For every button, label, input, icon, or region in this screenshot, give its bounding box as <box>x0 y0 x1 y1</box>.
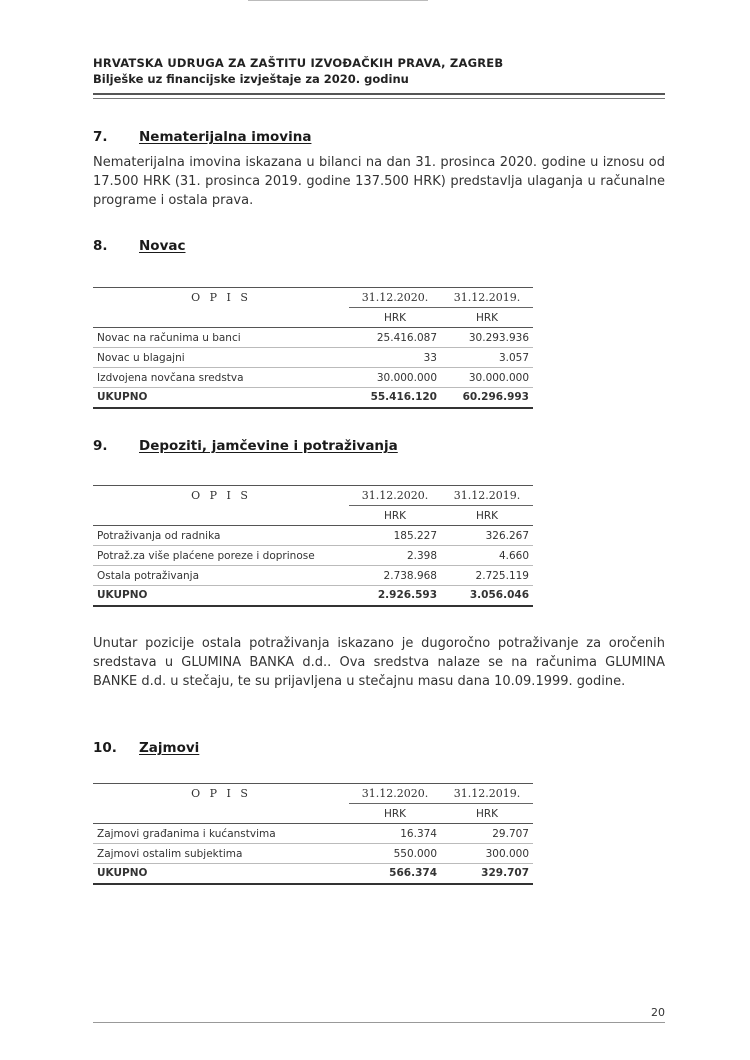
section-10-heading <box>93 740 199 756</box>
table-row <box>93 526 533 546</box>
section-9-number: 9. <box>93 438 108 454</box>
table-row <box>93 368 533 388</box>
table-row <box>93 546 533 566</box>
table-header-row <box>93 288 533 308</box>
table-row <box>93 824 533 844</box>
table-currency-row <box>93 506 533 526</box>
col-2020-header: 31.12.2020. <box>349 288 441 308</box>
section-10-table <box>93 783 533 885</box>
col-2019-header: 31.12.2019. <box>441 486 533 506</box>
value-2020: 16.374 <box>349 824 441 844</box>
table-row <box>93 566 533 586</box>
total-2020: 2.926.593 <box>349 586 441 606</box>
value-2020: 33 <box>349 348 441 368</box>
opis-header: O P I S <box>93 486 349 506</box>
section-8-table <box>93 287 533 409</box>
section-9-title: Depoziti, jamčevine i potraživanja <box>139 438 398 454</box>
col-2019-header: 31.12.2019. <box>441 288 533 308</box>
total-2020: 566.374 <box>349 864 441 884</box>
header-rule <box>93 93 665 95</box>
total-label: UKUPNO <box>93 864 349 884</box>
row-label: Izdvojena novčana sredstva <box>93 368 349 388</box>
document-header <box>93 55 665 87</box>
section-7-title: Nematerijalna imovina <box>139 129 312 145</box>
value-2019: 4.660 <box>441 546 533 566</box>
total-2019: 329.707 <box>441 864 533 884</box>
value-2019: 29.707 <box>441 824 533 844</box>
col-2020-header: 31.12.2020. <box>349 784 441 804</box>
value-2019: 2.725.119 <box>441 566 533 586</box>
section-10-title: Zajmovi <box>139 740 200 756</box>
currency-2020: HRK <box>349 804 441 824</box>
section-8-title: Novac <box>139 238 186 254</box>
section-9-table <box>93 485 533 607</box>
table-row <box>93 844 533 864</box>
table-total-row <box>93 388 533 408</box>
row-label: Zajmovi građanima i kućanstvima <box>93 824 349 844</box>
row-label: Potraživanja od radnika <box>93 526 349 546</box>
currency-2020: HRK <box>349 308 441 328</box>
total-2019: 60.296.993 <box>441 388 533 408</box>
value-2020: 25.416.087 <box>349 328 441 348</box>
total-label: UKUPNO <box>93 586 349 606</box>
section-7-heading <box>93 129 311 145</box>
section-9-paragraph: Unutar pozicije ostala potraživanja iskazano je dugoročno potraživanje za oročenih sredstava u GLUMINA BANKA d.d.. Ova sredstva nalaze se na računima GLUMINA BANKE d.d. u stečaju, te su prijavljena u stečajnu masu dana 10.09.1999. godine. <box>93 636 665 689</box>
section-7-number: 7. <box>93 129 108 145</box>
table-currency-row <box>93 804 533 824</box>
table-total-row <box>93 586 533 606</box>
total-label: UKUPNO <box>93 388 349 408</box>
value-2020: 30.000.000 <box>349 368 441 388</box>
value-2020: 550.000 <box>349 844 441 864</box>
value-2020: 2.398 <box>349 546 441 566</box>
table-header-row <box>93 486 533 506</box>
section-7-paragraph: Nematerijalna imovina iskazana u bilanci na dan 31. prosinca 2020. godine u iznosu od 17.500 HRK (31. prosinca 2019. godine 137.500 HRK) predstavlja ulaganja u računalne programe i ostala prava. <box>93 155 665 208</box>
opis-header: O P I S <box>93 288 349 308</box>
currency-2019: HRK <box>441 804 533 824</box>
organization-name: HRVATSKA UDRUGA ZA ZAŠTITU IZVOĐAČKIH PRAVA, ZAGREB <box>93 56 504 70</box>
value-2020: 2.738.968 <box>349 566 441 586</box>
value-2020: 185.227 <box>349 526 441 546</box>
col-2020-header: 31.12.2020. <box>349 486 441 506</box>
value-2019: 300.000 <box>441 844 533 864</box>
value-2019: 30.000.000 <box>441 368 533 388</box>
col-2019-header: 31.12.2019. <box>441 784 533 804</box>
table-row <box>93 348 533 368</box>
row-label: Ostala potraživanja <box>93 566 349 586</box>
document-subtitle: Bilješke uz financijske izvještaje za 2020. godinu <box>93 72 409 86</box>
table-row <box>93 328 533 348</box>
total-2019: 3.056.046 <box>441 586 533 606</box>
value-2019: 30.293.936 <box>441 328 533 348</box>
section-8-number: 8. <box>93 238 108 254</box>
table-total-row <box>93 864 533 884</box>
currency-2020: HRK <box>349 506 441 526</box>
section-10-number: 10. <box>93 740 117 756</box>
value-2019: 3.057 <box>441 348 533 368</box>
footer-rule <box>93 1022 665 1023</box>
row-label: Novac na računima u banci <box>93 328 349 348</box>
row-label: Zajmovi ostalim subjektima <box>93 844 349 864</box>
page-number: 20 <box>651 1006 665 1019</box>
header-rule-thin <box>93 98 665 99</box>
table-currency-row <box>93 308 533 328</box>
currency-2019: HRK <box>441 506 533 526</box>
row-label: Potraž.za više plaćene poreze i doprinose <box>93 546 349 566</box>
table-header-row <box>93 784 533 804</box>
section-8-heading <box>93 238 186 254</box>
section-9-heading <box>93 438 398 454</box>
total-2020: 55.416.120 <box>349 388 441 408</box>
row-label: Novac u blagajni <box>93 348 349 368</box>
top-rule <box>248 0 428 1</box>
value-2019: 326.267 <box>441 526 533 546</box>
opis-header: O P I S <box>93 784 349 804</box>
currency-2019: HRK <box>441 308 533 328</box>
